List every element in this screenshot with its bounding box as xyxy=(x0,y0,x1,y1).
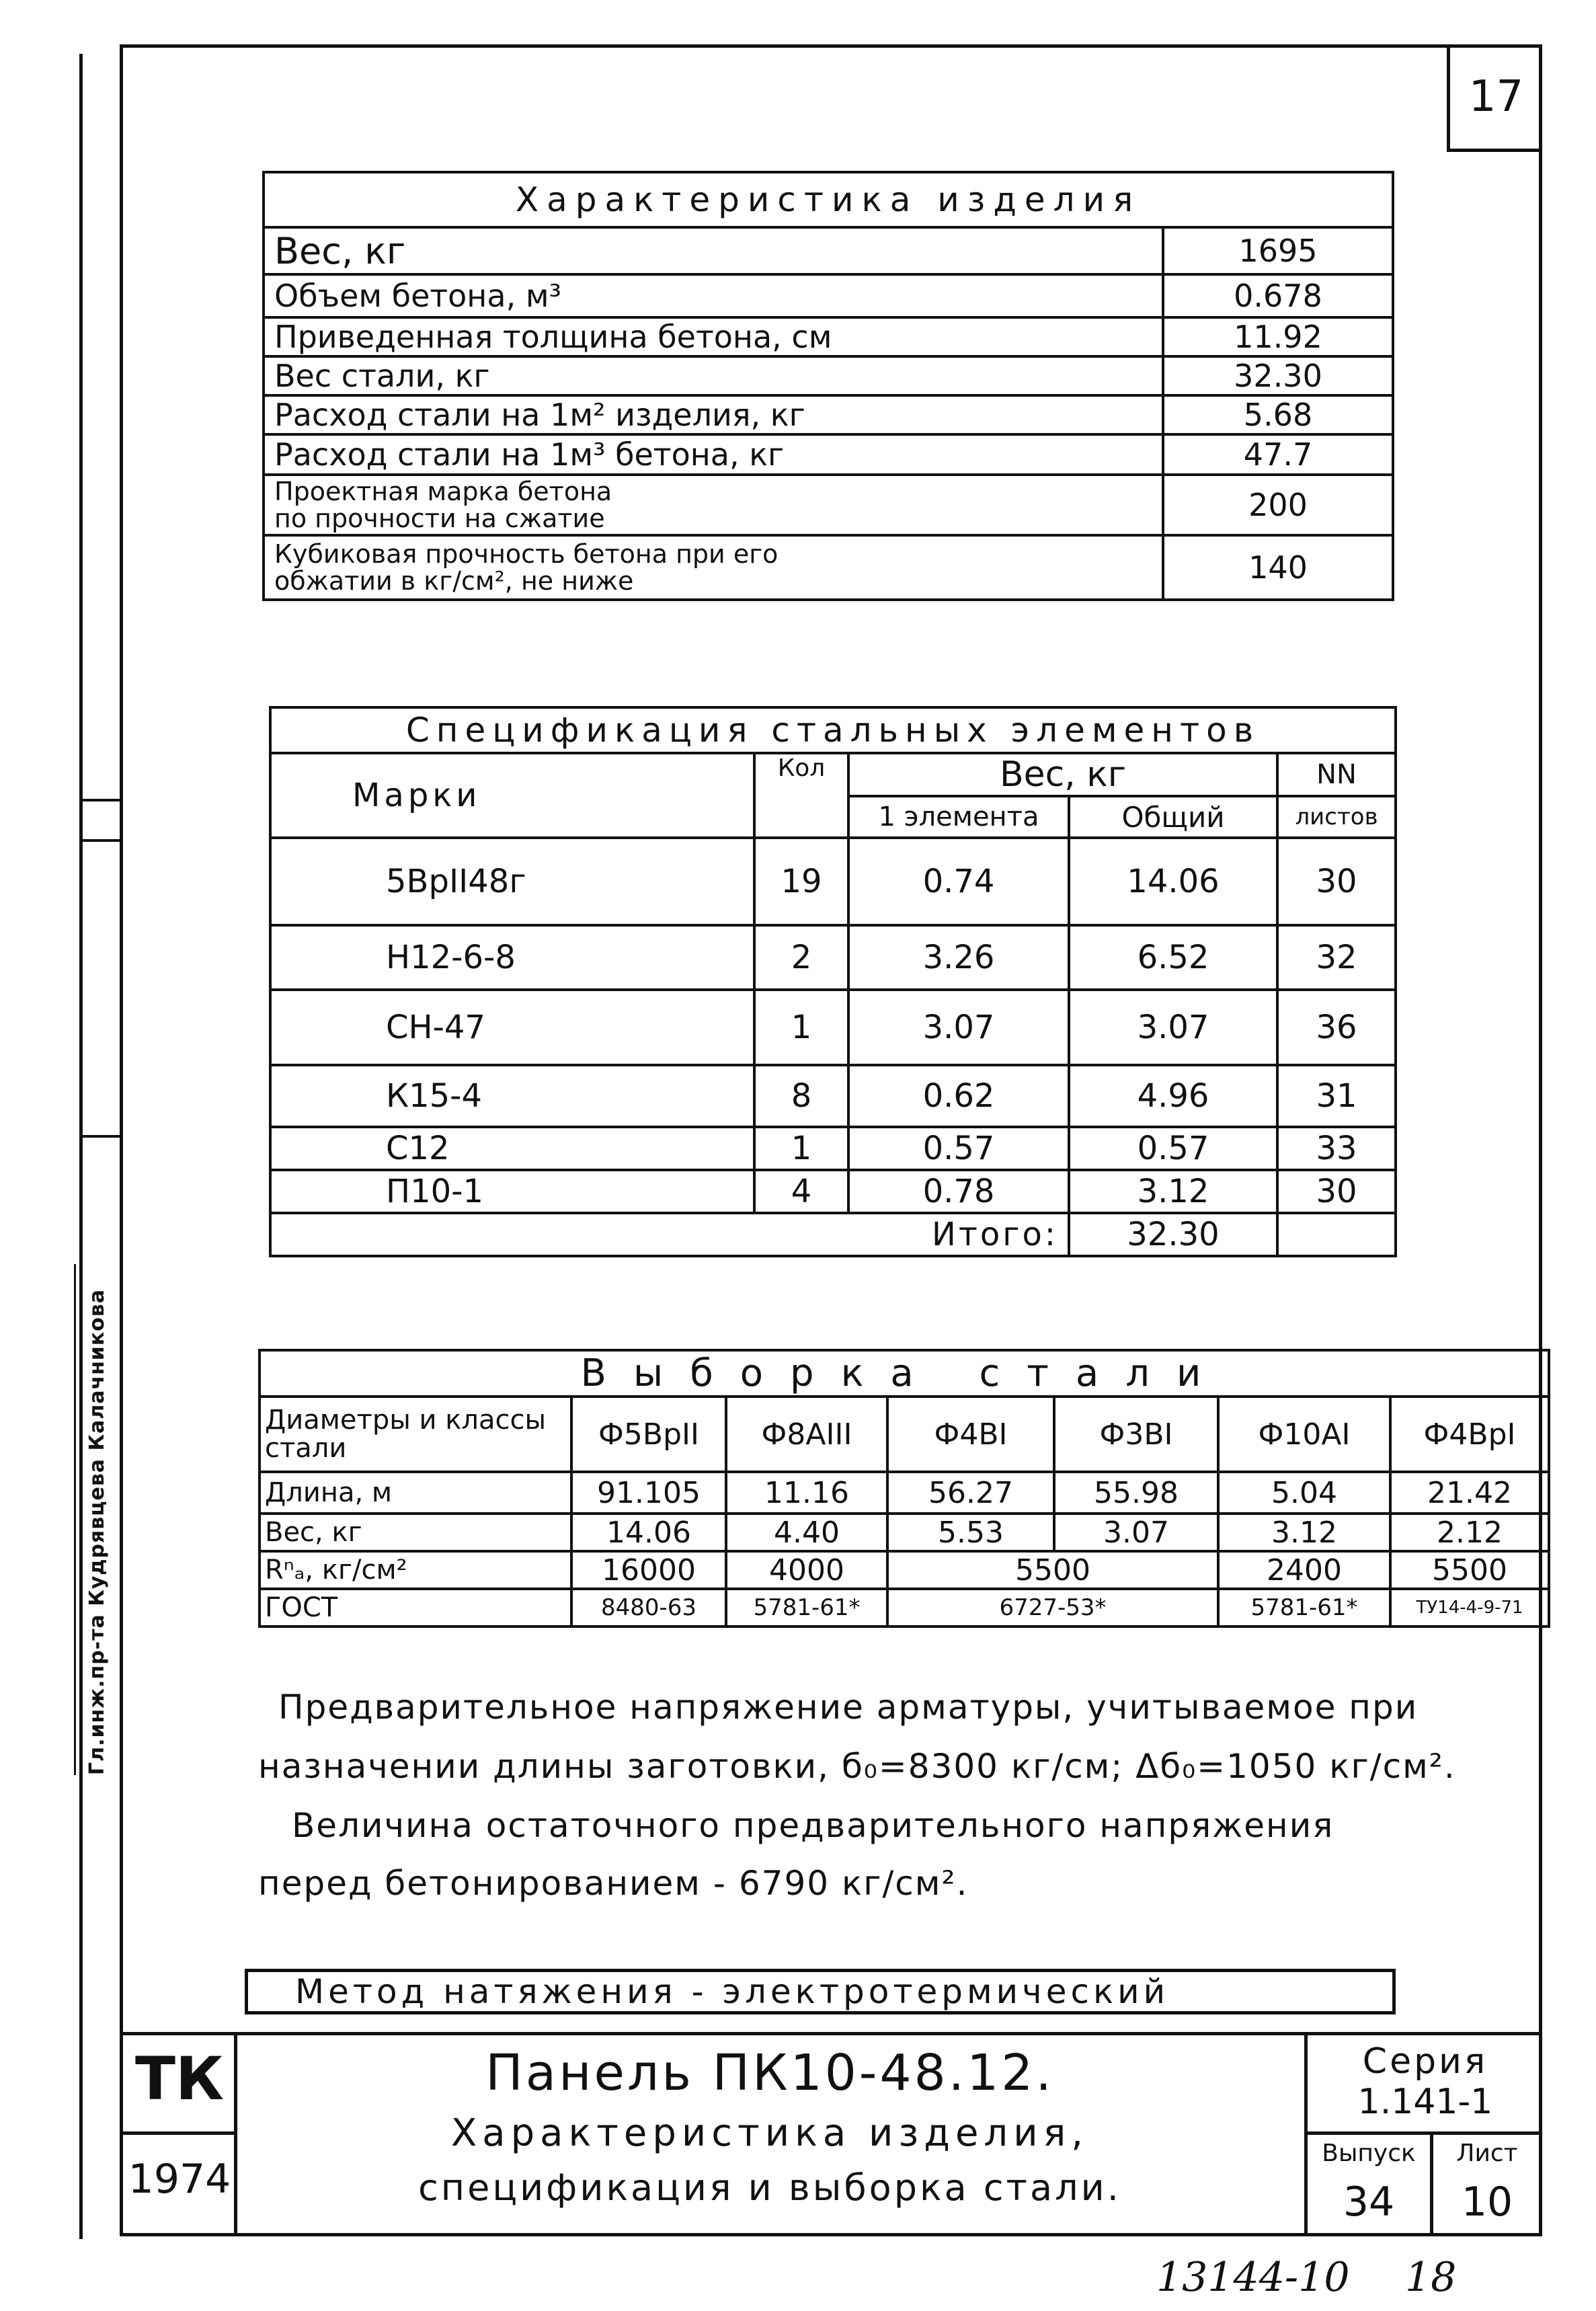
steel-rn-label: Rⁿₐ, кг/см² xyxy=(260,1551,571,1589)
char-label-line: Проектная марка бетона xyxy=(274,477,612,506)
char-label-multiline xyxy=(264,475,1163,535)
char-label-line: по прочности на сжатие xyxy=(274,504,605,533)
steel-gost: 8480-63 xyxy=(571,1589,726,1627)
char-label: Вес стали, кг xyxy=(264,356,1163,395)
left-margin-line xyxy=(79,54,83,2239)
steel-gost: 5781-61* xyxy=(1218,1589,1390,1627)
char-value: 1695 xyxy=(1163,227,1393,274)
margin-tick xyxy=(79,839,120,842)
char-value: 0.678 xyxy=(1163,274,1393,317)
char-label: Расход стали на 1м² изделия, кг xyxy=(264,395,1163,434)
steel-length-label: Длина, м xyxy=(260,1472,571,1514)
spec-sheet: 32 xyxy=(1277,925,1396,990)
steel-col: Ф5ВрII xyxy=(571,1397,726,1472)
spec-total: 3.12 xyxy=(1069,1170,1277,1213)
spec-total: 14.06 xyxy=(1069,838,1277,925)
char-value: 5.68 xyxy=(1163,395,1393,434)
side-stamp-text: Гл.инж.пр-та Кудрявцева Калачникова xyxy=(85,1288,109,1775)
sheet-number: 10 xyxy=(1461,2179,1513,2226)
spec-one: 0.62 xyxy=(848,1065,1069,1127)
spec-one: 0.78 xyxy=(848,1170,1069,1213)
col-marks-header: Марки xyxy=(270,753,754,838)
steel-rn: 5500 xyxy=(1390,1551,1549,1589)
steel-gost: 5781-61* xyxy=(726,1589,887,1627)
char-label-line: обжатии в кг/см², не ниже xyxy=(274,566,634,596)
spec-qty: 8 xyxy=(754,1065,848,1127)
spec-qty: 2 xyxy=(754,925,848,990)
note-line: Предварительное напряжение арматуры, учитываемое при xyxy=(278,1688,1419,1727)
series-value: 1.141-1 xyxy=(1357,2082,1493,2122)
sheet-label: Лист xyxy=(1456,2140,1518,2167)
page-number: 17 xyxy=(1447,44,1542,152)
spec-total: 4.96 xyxy=(1069,1065,1277,1127)
steel-length: 11.16 xyxy=(726,1472,887,1514)
spec-one: 3.07 xyxy=(848,990,1069,1065)
spec-mark: С12 xyxy=(270,1127,754,1170)
spec-total: 0.57 xyxy=(1069,1127,1277,1170)
spec-qty: 1 xyxy=(754,990,848,1065)
col-qty-header: Кол xyxy=(754,753,848,838)
spec-mark: К15-4 xyxy=(270,1065,754,1127)
title-block-top-line xyxy=(120,2032,1542,2035)
spec-one: 3.26 xyxy=(848,925,1069,990)
title-block-divider xyxy=(1430,2131,1433,2236)
steel-col: Ф4ВI xyxy=(887,1397,1054,1472)
char-value: 47.7 xyxy=(1163,434,1393,475)
specification-title: Спецификация стальных элементов xyxy=(270,707,1396,753)
char-value: 32.30 xyxy=(1163,356,1393,395)
spec-sheet: 30 xyxy=(1277,1170,1396,1213)
spec-total: 3.07 xyxy=(1069,990,1277,1065)
steel-length: 91.105 xyxy=(571,1472,726,1514)
steel-length: 56.27 xyxy=(887,1472,1054,1514)
spec-mark: СН-47 xyxy=(270,990,754,1065)
char-label-line: Кубиковая прочность бетона при его xyxy=(274,539,779,569)
steel-weight: 3.07 xyxy=(1054,1514,1218,1551)
spec-sheet: 30 xyxy=(1277,838,1396,925)
steel-length: 21.42 xyxy=(1390,1472,1549,1514)
side-stamp xyxy=(74,1264,130,1775)
steel-selection-table xyxy=(258,1349,1550,1628)
steel-weight: 5.53 xyxy=(887,1514,1054,1551)
spec-one: 0.57 xyxy=(848,1127,1069,1170)
steel-header-label: Диаметры и классы стали xyxy=(260,1397,571,1472)
col-weight-header: Вес, кг xyxy=(848,753,1277,796)
steel-col: Ф8АIII xyxy=(726,1397,887,1472)
issue-label: Выпуск xyxy=(1322,2140,1416,2167)
footer-code: 13144-10 xyxy=(1156,2254,1350,2301)
steel-length: 5.04 xyxy=(1218,1472,1390,1514)
char-label: Вес, кг xyxy=(264,227,1163,274)
spec-mark: Н12-6-8 xyxy=(270,925,754,990)
note-line: перед бетонированием - 6790 кг/см². xyxy=(258,1864,969,1903)
note-line: назначении длины заготовки, б₀=8300 кг/см; Δб₀=1050 кг/см². xyxy=(258,1747,1456,1786)
steel-weight: 2.12 xyxy=(1390,1514,1549,1551)
char-label: Расход стали на 1м³ бетона, кг xyxy=(264,434,1163,475)
note-line: Величина остаточного предварительного напряжения xyxy=(292,1806,1334,1845)
spec-mark: 5ВрII48г xyxy=(270,838,754,925)
steel-col: Ф3ВI xyxy=(1054,1397,1218,1472)
steel-length: 55.98 xyxy=(1054,1472,1218,1514)
char-label: Приведенная толщина бетона, см xyxy=(264,317,1163,356)
drawing-title-line: спецификация и выборка стали. xyxy=(418,2166,1121,2209)
spec-mark: П10-1 xyxy=(270,1170,754,1213)
org-code: ТК xyxy=(135,2044,224,2113)
footer-page: 18 xyxy=(1405,2254,1457,2301)
char-label-multiline xyxy=(264,535,1163,600)
char-label: Объем бетона, м³ xyxy=(264,274,1163,317)
col-sheets-header-top: NN xyxy=(1277,753,1396,796)
steel-rn: 5500 xyxy=(887,1551,1218,1589)
drawing-title-line: Панель ПК10-48.12. xyxy=(485,2044,1054,2102)
steel-weight-label: Вес, кг xyxy=(260,1514,571,1551)
col-sheets-header-bottom: листов xyxy=(1277,796,1396,838)
col-weight-total-header: Общий xyxy=(1069,796,1277,838)
spec-total: 6.52 xyxy=(1069,925,1277,990)
steel-rn: 4000 xyxy=(726,1551,887,1589)
spec-qty: 19 xyxy=(754,838,848,925)
spec-sheet: 33 xyxy=(1277,1127,1396,1170)
steel-gost: 6727-53* xyxy=(887,1589,1218,1627)
specification-table xyxy=(269,706,1397,1257)
spec-total-empty xyxy=(1277,1213,1396,1256)
characteristics-title: Характеристика изделия xyxy=(264,172,1393,227)
spec-total-label: Итого: xyxy=(270,1213,1069,1256)
margin-tick xyxy=(79,1135,120,1138)
spec-qty: 4 xyxy=(754,1170,848,1213)
spec-sheet: 31 xyxy=(1277,1065,1396,1127)
steel-selection-title: Выборка стали xyxy=(260,1350,1549,1397)
steel-weight: 14.06 xyxy=(571,1514,726,1551)
spec-total-value: 32.30 xyxy=(1069,1213,1277,1256)
steel-weight: 3.12 xyxy=(1218,1514,1390,1551)
steel-col: Ф10АI xyxy=(1218,1397,1390,1472)
series-label: Серия xyxy=(1362,2041,1488,2082)
col-weight-one-header: 1 элемента xyxy=(848,796,1069,838)
char-value: 140 xyxy=(1163,535,1393,600)
drawing-title-line: Характеристика изделия, xyxy=(450,2111,1089,2155)
tensioning-method: Метод натяжения - электротермический xyxy=(245,1969,1396,2014)
title-block-divider xyxy=(120,2131,237,2135)
margin-tick xyxy=(79,799,120,801)
char-value: 11.92 xyxy=(1163,317,1393,356)
year: 1974 xyxy=(128,2156,231,2203)
steel-gost: ТУ14-4-9-71 xyxy=(1390,1589,1549,1627)
title-block-divider xyxy=(1304,2131,1542,2135)
char-value: 200 xyxy=(1163,475,1393,535)
spec-one: 0.74 xyxy=(848,838,1069,925)
spec-sheet: 36 xyxy=(1277,990,1396,1065)
characteristics-table xyxy=(262,171,1394,601)
spec-qty: 1 xyxy=(754,1127,848,1170)
steel-rn: 2400 xyxy=(1218,1551,1390,1589)
steel-col: Ф4ВрI xyxy=(1390,1397,1549,1472)
steel-gost-label: ГОСТ xyxy=(260,1589,571,1627)
issue-number: 34 xyxy=(1343,2179,1395,2226)
steel-rn: 16000 xyxy=(571,1551,726,1589)
steel-weight: 4.40 xyxy=(726,1514,887,1551)
